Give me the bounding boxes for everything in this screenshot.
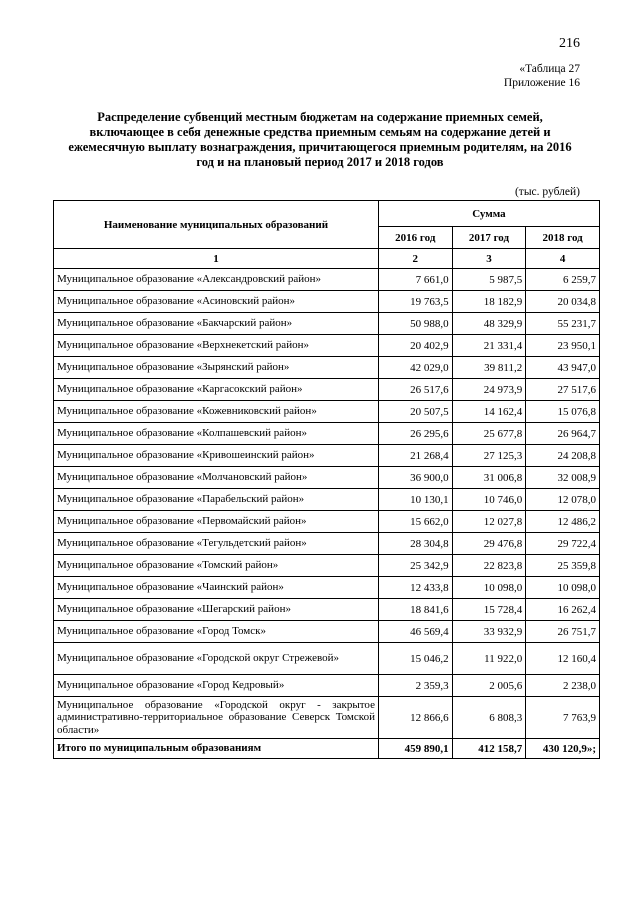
amount-2018: 43 947,0 <box>526 357 600 379</box>
amount-2018: 6 259,7 <box>526 269 600 291</box>
table-row <box>54 675 600 697</box>
municipality-name: Муниципальное образование «Асиновский район» <box>54 291 379 313</box>
amount-2018: 2 238,0 <box>526 675 600 697</box>
amount-2018: 12 486,2 <box>526 511 600 533</box>
amount-2017: 5 987,5 <box>452 269 526 291</box>
header-sum: Сумма <box>378 201 599 227</box>
document-title: Распределение субвенций местным бюджетам на содержание приемных семей, включающее в себя денежные средства приемным семьям на содержание детей и ежемесячную выплату вознаграждения, причитающегося приемным родителям, на 2016 год и на плановый период 2017 и 2018 годов <box>68 110 572 169</box>
amount-2016: 15 662,0 <box>378 511 452 533</box>
annex-appendix-number: Приложение 16 <box>503 77 580 89</box>
table-row <box>54 335 600 357</box>
table-row <box>54 489 600 511</box>
total-2017: 412 158,7 <box>452 739 526 759</box>
amount-2016: 26 517,6 <box>378 379 452 401</box>
amount-2016: 12 433,8 <box>378 577 452 599</box>
amount-2018: 16 262,4 <box>526 599 600 621</box>
municipality-name: Муниципальное образование «Бакчарский район» <box>54 313 379 335</box>
table-row <box>54 467 600 489</box>
total-2018: 430 120,9»; <box>526 739 600 759</box>
municipality-name: Муниципальное образование «Городской округ - закрытое административно-территориальное образование Северск Томской области» <box>54 697 379 739</box>
table-row <box>54 621 600 643</box>
table-row <box>54 599 600 621</box>
table-row <box>54 445 600 467</box>
amount-2016: 42 029,0 <box>378 357 452 379</box>
municipality-name: Муниципальное образование «Зырянский район» <box>54 357 379 379</box>
amount-2017: 31 006,8 <box>452 467 526 489</box>
amount-2018: 27 517,6 <box>526 379 600 401</box>
table-row <box>54 643 600 675</box>
amount-2016: 20 507,5 <box>378 401 452 423</box>
amount-2018: 12 078,0 <box>526 489 600 511</box>
amount-2017: 27 125,3 <box>452 445 526 467</box>
column-index: 4 <box>526 249 600 269</box>
amount-2017: 15 728,4 <box>452 599 526 621</box>
amount-2016: 18 841,6 <box>378 599 452 621</box>
municipality-name: Муниципальное образование «Парабельский район» <box>54 489 379 511</box>
amount-2018: 32 008,9 <box>526 467 600 489</box>
table-row <box>54 379 600 401</box>
amount-2018: 20 034,8 <box>526 291 600 313</box>
amount-2017: 18 182,9 <box>452 291 526 313</box>
municipality-name: Муниципальное образование «Томский район» <box>54 555 379 577</box>
municipality-name: Муниципальное образование «Колпашевский район» <box>54 423 379 445</box>
table-row <box>54 577 600 599</box>
municipality-name: Муниципальное образование «Верхнекетский район» <box>54 335 379 357</box>
amount-2016: 10 130,1 <box>378 489 452 511</box>
amount-2016: 36 900,0 <box>378 467 452 489</box>
amount-2018: 7 763,9 <box>526 697 600 739</box>
table-row <box>54 423 600 445</box>
total-row <box>54 739 600 759</box>
amount-2016: 12 866,6 <box>378 697 452 739</box>
total-label: Итого по муниципальным образованиям <box>54 739 379 759</box>
table-row <box>54 401 600 423</box>
amount-2017: 21 331,4 <box>452 335 526 357</box>
table-row <box>54 313 600 335</box>
amount-2016: 25 342,9 <box>378 555 452 577</box>
subvention-table <box>53 200 600 759</box>
municipality-name: Муниципальное образование «Молчановский район» <box>54 467 379 489</box>
amount-2017: 48 329,9 <box>452 313 526 335</box>
table-row <box>54 269 600 291</box>
municipality-name: Муниципальное образование «Тегульдетский район» <box>54 533 379 555</box>
amount-2018: 26 964,7 <box>526 423 600 445</box>
municipality-name: Муниципальное образование «Город Кедровый» <box>54 675 379 697</box>
amount-2016: 2 359,3 <box>378 675 452 697</box>
table-row <box>54 291 600 313</box>
amount-2017: 6 808,3 <box>452 697 526 739</box>
amount-2018: 12 160,4 <box>526 643 600 675</box>
amount-2017: 10 098,0 <box>452 577 526 599</box>
table-row <box>54 357 600 379</box>
column-index: 3 <box>452 249 526 269</box>
annex-label <box>504 62 580 90</box>
header-year-2018: 2018 год <box>526 227 600 249</box>
amount-2016: 46 569,4 <box>378 621 452 643</box>
amount-2018: 26 751,7 <box>526 621 600 643</box>
table-row <box>54 533 600 555</box>
table-row <box>54 697 600 739</box>
amount-2016: 28 304,8 <box>378 533 452 555</box>
municipality-name: Муниципальное образование «Городской округ Стрежевой» <box>54 643 379 675</box>
amount-2016: 50 988,0 <box>378 313 452 335</box>
amount-2018: 29 722,4 <box>526 533 600 555</box>
table-row <box>54 511 600 533</box>
amount-2016: 26 295,6 <box>378 423 452 445</box>
amount-2018: 24 208,8 <box>526 445 600 467</box>
amount-2016: 21 268,4 <box>378 445 452 467</box>
amount-2017: 29 476,8 <box>452 533 526 555</box>
amount-2018: 55 231,7 <box>526 313 600 335</box>
table-row <box>54 555 600 577</box>
header-year-2016: 2016 год <box>378 227 452 249</box>
municipality-name: Муниципальное образование «Кожевниковский район» <box>54 401 379 423</box>
column-index: 2 <box>378 249 452 269</box>
municipality-name: Муниципальное образование «Шегарский район» <box>54 599 379 621</box>
amount-2018: 10 098,0 <box>526 577 600 599</box>
municipality-name: Муниципальное образование «Каргасокский район» <box>54 379 379 401</box>
page-number: 216 <box>559 36 580 51</box>
total-2016: 459 890,1 <box>378 739 452 759</box>
amount-2017: 39 811,2 <box>452 357 526 379</box>
amount-2017: 24 973,9 <box>452 379 526 401</box>
amount-2018: 25 359,8 <box>526 555 600 577</box>
amount-2017: 12 027,8 <box>452 511 526 533</box>
header-name: Наименование муниципальных образований <box>54 201 379 249</box>
amount-2017: 14 162,4 <box>452 401 526 423</box>
municipality-name: Муниципальное образование «Город Томск» <box>54 621 379 643</box>
column-index-row <box>54 249 600 269</box>
amount-2018: 23 950,1 <box>526 335 600 357</box>
amount-2017: 22 823,8 <box>452 555 526 577</box>
amount-2017: 11 922,0 <box>452 643 526 675</box>
amount-2016: 15 046,2 <box>378 643 452 675</box>
amount-2016: 7 661,0 <box>378 269 452 291</box>
amount-2018: 15 076,8 <box>526 401 600 423</box>
annex-table-number: «Таблица 27 <box>519 63 580 75</box>
column-index: 1 <box>54 249 379 269</box>
municipality-name: Муниципальное образование «Кривошеинский район» <box>54 445 379 467</box>
header-year-2017: 2017 год <box>452 227 526 249</box>
amount-2016: 19 763,5 <box>378 291 452 313</box>
municipality-name: Муниципальное образование «Первомайский район» <box>54 511 379 533</box>
amount-2016: 20 402,9 <box>378 335 452 357</box>
units-label: (тыс. рублей) <box>514 186 580 198</box>
municipality-name: Муниципальное образование «Александровский район» <box>54 269 379 291</box>
amount-2017: 33 932,9 <box>452 621 526 643</box>
amount-2017: 25 677,8 <box>452 423 526 445</box>
amount-2017: 2 005,6 <box>452 675 526 697</box>
municipality-name: Муниципальное образование «Чаинский район» <box>54 577 379 599</box>
amount-2017: 10 746,0 <box>452 489 526 511</box>
